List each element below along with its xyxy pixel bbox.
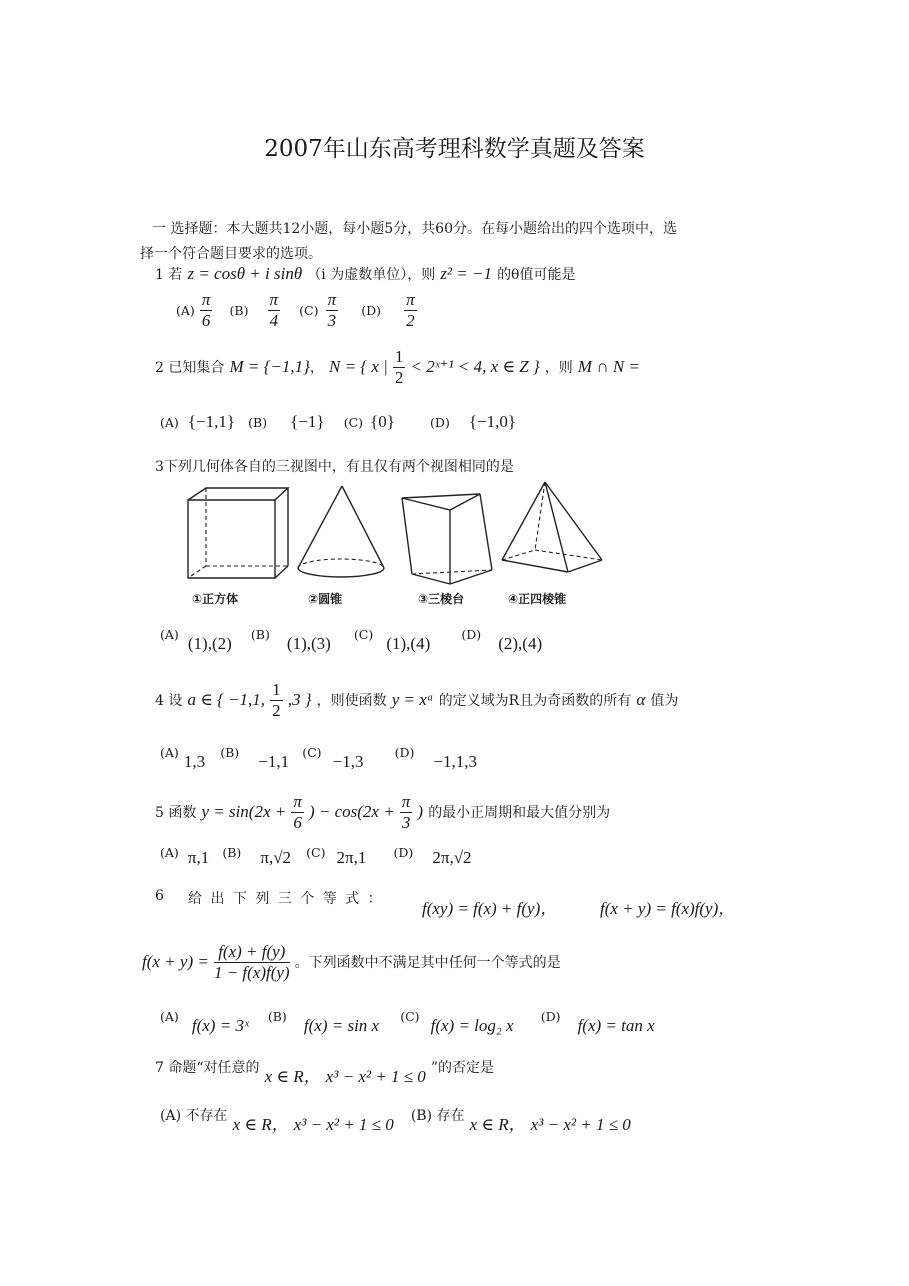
question-2-stem: 2 已知集合 M = {−1,1}， N = { x | $\frac{1}{2}$ < 2ˣ⁺¹ < 4, x ∈ Z } ，则 M ∩ N = bbox=[155, 347, 640, 387]
question-3-options: (A) (1),(2) (B) (1),(3) (C) (1),(4) (D) (2),(4) bbox=[160, 627, 543, 653]
cube-figure bbox=[188, 488, 288, 578]
intro-line-2: 择一个符合题目要求的选项。 bbox=[140, 246, 322, 262]
pi-over-3: $\frac{\pi}{3}$ bbox=[401, 792, 411, 832]
question-2-options: (A) {−1,1} (B) {−1} (C) {0} (D) {−1,0} bbox=[160, 412, 517, 431]
equation-3-fraction: $\frac{f(x) + f(y)}{1 - f(x)f(y)}$ bbox=[213, 942, 290, 982]
question-6-lead: 给 出 下 列 三 个 等 式 ： bbox=[188, 891, 384, 907]
cone-figure bbox=[298, 486, 384, 577]
caption-cone: ②圆锥 bbox=[308, 592, 343, 606]
option-b-fraction: $\frac{\pi}{4}$ bbox=[269, 290, 279, 330]
option-c-fraction: $\frac{\pi}{3}$ bbox=[327, 290, 337, 330]
pi-over-6: $\frac{\pi}{6}$ bbox=[293, 792, 302, 832]
question-4-options: (A) 1,3 (B) −1,1 (C) −1,3 (D) −1,1,3 bbox=[160, 745, 478, 771]
option-a-fraction: $\frac{\pi}{6}$ bbox=[201, 290, 211, 330]
question-5-options: (A) π,1 (B) π,√2 (C) 2π,1 (D) 2π,√2 bbox=[160, 845, 472, 867]
question-4-stem: 4 设 a ∈ { −1,1, $\frac{1}{2}$ ,3 } ，则使函数 y = xᵃ 的定义域为R且为奇函数的所有 α 值为 bbox=[155, 680, 679, 720]
caption-pyramid: ④正四棱锥 bbox=[508, 592, 567, 606]
question-1-options: (A) $\frac{\pi}{6}$ (B) $\frac{\pi}{4}$ (C) $\frac{\pi}{3}$ (D) $\frac{\pi}{2}$ bbox=[176, 290, 415, 330]
equation-3-line: f(x + y) = $\frac{f(x) + f(y)}{1 - f(x)f(y)}$ 。下列函数中不满足其中任何一个等式的是 bbox=[142, 942, 561, 982]
equation-1: f(xy) = f(x) + f(y)， bbox=[422, 899, 558, 918]
question-5-stem: 5 函数 y = sin(2x + $\frac{\pi}{6}$ ) − cos(2x + $\frac{\pi}{3}$ ) 的最小正周期和最大值分别为 bbox=[155, 792, 611, 832]
set-a-fraction: $\frac{1}{2}$ bbox=[272, 680, 281, 720]
set-n-fraction: $\frac{1}{2}$ bbox=[394, 347, 404, 387]
intro-line-1: 一 选择题：本大题共12小题，每小题5分，共60分。在每小题给出的四个选项中，选 bbox=[152, 221, 677, 237]
question-6-number: 6 bbox=[155, 888, 164, 904]
caption-frustum: ③三棱台 bbox=[418, 592, 465, 606]
frustum-figure bbox=[402, 494, 492, 584]
page-title: 2007年山东高考理科数学真题及答案 bbox=[264, 136, 645, 162]
question-7-stem: 7 命题“对任意的 x ∈ R， x³ − x² + 1 ≤ 0 ”的否定是 bbox=[155, 1060, 495, 1086]
question-3-stem: 3下列几何体各自的三视图中，有且仅有两个视图相同的是 bbox=[155, 459, 514, 475]
pyramid-figure bbox=[502, 482, 602, 572]
caption-cube: ①正方体 bbox=[192, 592, 239, 606]
question-7-options: (A) 不存在 x ∈ R， x³ − x² + 1 ≤ 0 (B) 存在 x ∈ R， x³ − x² + 1 ≤ 0 bbox=[160, 1108, 631, 1134]
equation-2: f(x + y) = f(x)f(y)， bbox=[600, 899, 736, 918]
question-1-stem: 1 若 z = cosθ + i sinθ （i 为虚数单位），则 z² = −1 的θ值可能是 bbox=[155, 264, 576, 283]
question-6-options: (A) f(x) = 3ˣ (B) f(x) = sin x (C) f(x) = log₂ x (D) f(x) = tan x bbox=[160, 1009, 655, 1035]
option-d-fraction: $\frac{\pi}{2}$ bbox=[406, 290, 415, 330]
